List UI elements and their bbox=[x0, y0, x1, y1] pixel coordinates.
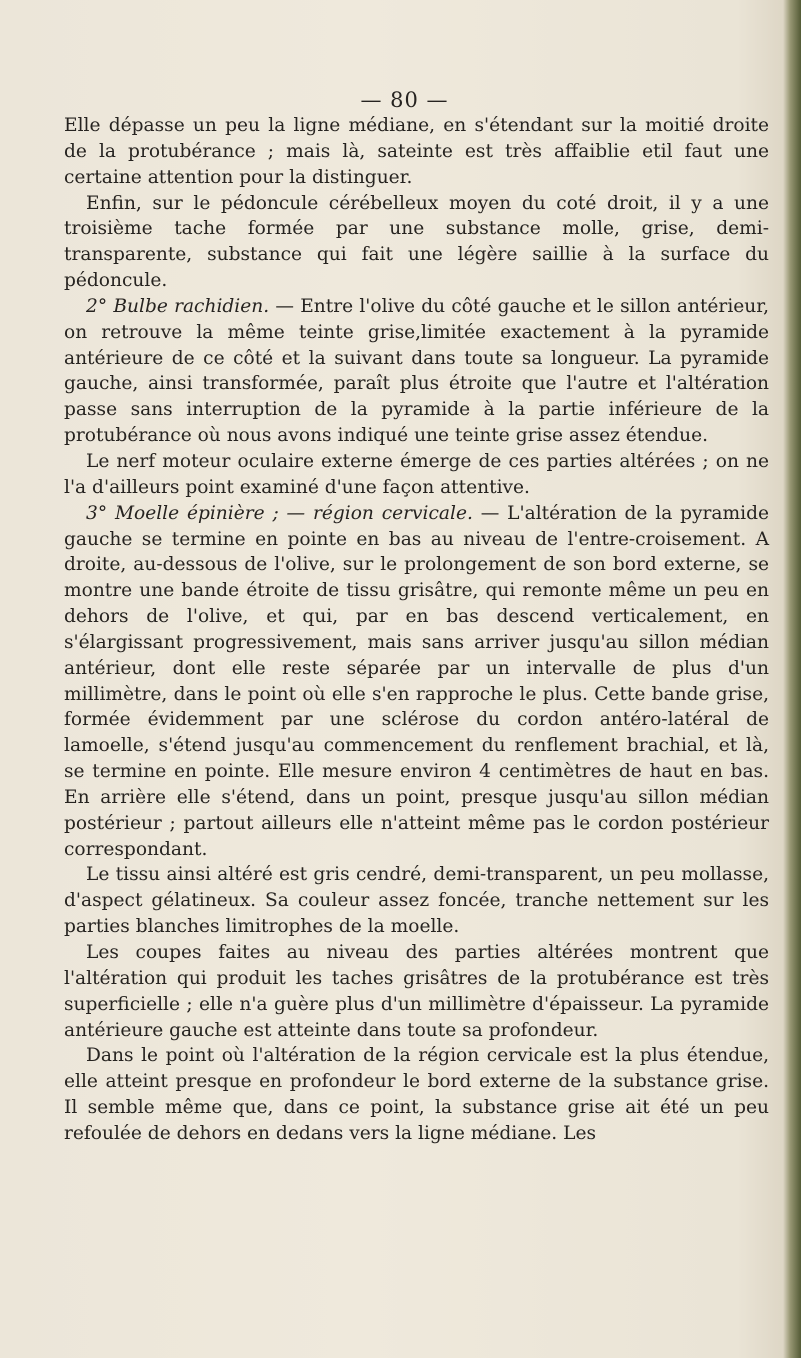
paragraph bbox=[64, 501, 769, 863]
paragraph-text: — Entre l'olive du côté gauche et le sillon antérieur, on retrouve la même teinte grise,limitée exactement à la pyramide antérieure de ce côté et la suivant dans toute sa longueur. La pyramide gauche, ainsi transformée, paraît plus étroite que l'autre et l'altération passe sans interruption de la pyramide à la partie inférieure de la protubérance où nous avons indiqué une teinte grise assez étendue. bbox=[64, 295, 769, 447]
paragraph-text: — L'altération de la pyramide gauche se termine en pointe en bas au niveau de l'entre-croisement. A droite, au-dessous de l'olive, sur le prolongement de son bord externe, se montre une bande étroite de tissu grisâtre, qui remonte même un peu en dehors de l'olive, et qui, par en bas descend verticalement, en s'élargissant progressivement, mais sans arriver jusqu'au sillon médian antérieur, dont elle reste séparée par un intervalle de plus d'un millimètre, dans le point où elle s'en rapproche le plus. Cette bande grise, formée évidemment par une sclérose du cordon antéro-latéral de lamoelle, s'étend jusqu'au commencement du renflement brachial, et là, se termine en pointe. Elle mesure environ 4 centimètres de haut en bas. En arrière elle s'étend, dans un point, presque jusqu'au sillon médian postérieur ; partout ailleurs elle n'atteint même pas le cordon postérieur correspondant. bbox=[64, 502, 770, 860]
paragraph-text: Enfin, sur le pédoncule cérébelleux moyen du coté droit, il y a une troisième tache formée par une substance molle, grise, demi-transparente, substance qui fait une légère saillie à la surface du pédoncule. bbox=[64, 192, 769, 292]
page-number: — 80 — bbox=[360, 88, 449, 112]
section-heading: 2° Bulbe rachidien. bbox=[86, 295, 270, 317]
paragraph-text: Les coupes faites au niveau des parties altérées montrent que l'altération qui produit les taches grisâtres de la protubérance est très superficielle ; elle n'a guère plus d'un millimètre d'épaisseur. La pyramide antérieure gauche est atteinte dans toute sa profondeur. bbox=[64, 942, 769, 1041]
paragraph bbox=[64, 191, 769, 294]
paragraph-text: Le nerf moteur oculaire externe émerge de ces parties altérées ; on ne l'a d'ailleurs point examiné d'une façon attentive. bbox=[64, 450, 769, 498]
paragraph bbox=[64, 1043, 769, 1146]
page-edge-shadow bbox=[783, 0, 801, 1358]
paragraph bbox=[64, 294, 769, 449]
paragraph bbox=[64, 940, 769, 1043]
paragraph-text: Dans le point où l'altération de la région cervicale est la plus étendue, elle atteint presque en profondeur le bord externe de la substance grise. Il semble même que, dans ce point, la substance grise ait été un peu refoulée de dehors en dedans vers la ligne médiane. Les bbox=[64, 1045, 769, 1144]
section-heading: 3° Moelle épinière ; — région cervicale. bbox=[86, 502, 473, 524]
paragraph-text: Le tissu ainsi altéré est gris cendré, demi-transparent, un peu mollasse, d'aspect gélatineux. Sa couleur assez foncée, tranche nettement sur les parties blanches limitrophes de la moelle. bbox=[64, 864, 769, 938]
paragraph-text: Elle dépasse un peu la ligne médiane, en s'étendant sur la moitié droite de la protubérance ; mais là, sateinte est très affaiblie etil faut une certaine attention pour la distinguer. bbox=[64, 115, 769, 188]
paragraph bbox=[64, 113, 769, 191]
paragraph bbox=[64, 862, 769, 940]
paragraph bbox=[64, 449, 769, 501]
body-text bbox=[64, 113, 769, 1147]
